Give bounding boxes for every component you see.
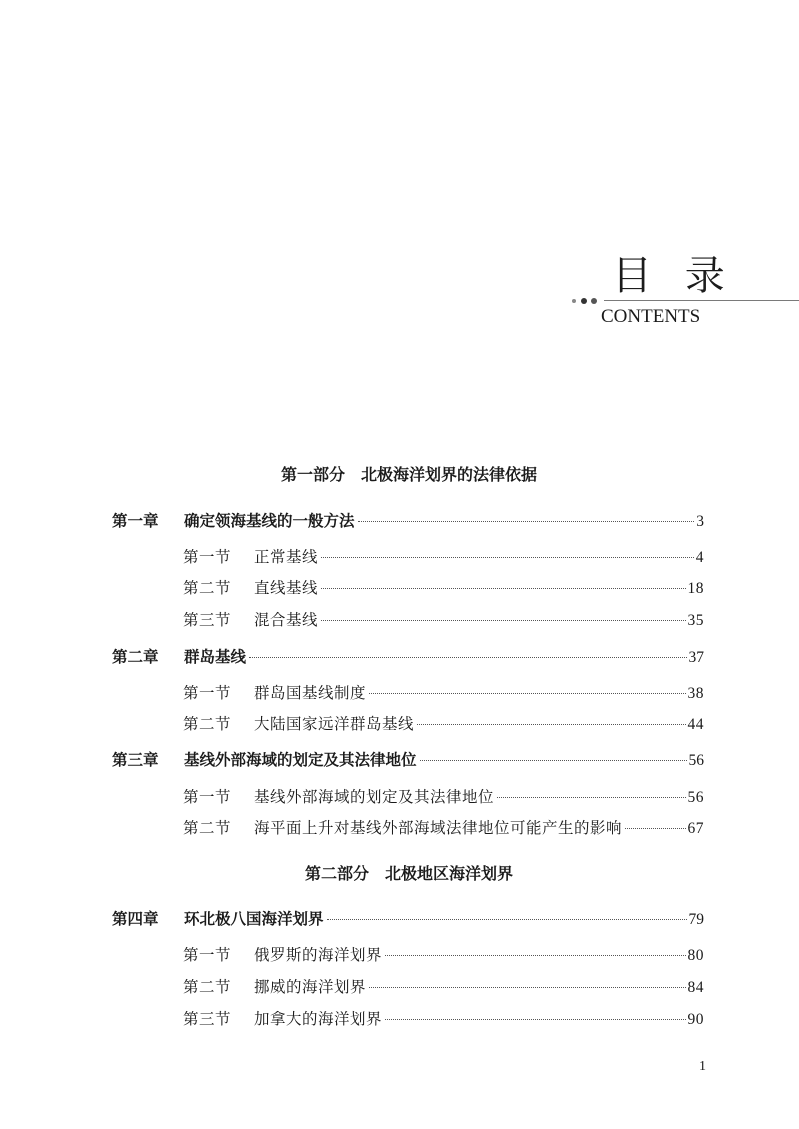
dot-leader — [385, 1019, 685, 1020]
section-label: 第一节 — [183, 548, 232, 566]
dot-leader — [417, 724, 685, 725]
section-title: 俄罗斯的海洋划界 — [254, 946, 383, 964]
dot-leader — [321, 620, 685, 621]
dot-mid — [591, 298, 597, 304]
chapter-page: 37 — [688, 649, 704, 666]
dot-leader — [249, 657, 686, 658]
toc-section[interactable] — [183, 786, 704, 809]
dot-dark — [581, 298, 587, 304]
toc-section[interactable] — [183, 577, 704, 600]
section-page: 67 — [687, 820, 704, 837]
section-label: 第一节 — [183, 946, 232, 964]
dot-leader — [385, 955, 685, 956]
section-page: 56 — [687, 789, 704, 806]
section-title: 基线外部海域的划定及其法律地位 — [254, 788, 495, 806]
toc-section[interactable] — [183, 682, 704, 705]
section-page: 90 — [687, 1011, 704, 1028]
dot-leader — [321, 557, 694, 558]
section-page: 38 — [687, 685, 704, 702]
part-heading — [0, 863, 799, 885]
section-page: 44 — [687, 716, 704, 733]
page-title: 目 录 — [612, 253, 735, 299]
toc-section[interactable] — [183, 609, 704, 632]
toc-chapter[interactable] — [112, 908, 704, 931]
toc-chapter[interactable] — [112, 646, 704, 669]
chapter-title: 确定领海基线的一般方法 — [184, 511, 355, 530]
dot-leader — [369, 987, 685, 988]
section-label: 第二节 — [183, 978, 232, 996]
dot-light — [572, 299, 576, 303]
dot-leader — [369, 693, 685, 694]
decorative-dots — [572, 297, 604, 305]
dot-leader — [321, 588, 685, 589]
section-page: 35 — [687, 612, 704, 629]
toc-section[interactable] — [183, 1008, 704, 1031]
chapter-page: 56 — [688, 752, 704, 769]
section-label: 第一节 — [183, 788, 232, 806]
chapter-title: 基线外部海域的划定及其法律地位 — [184, 750, 417, 769]
toc-section[interactable] — [183, 976, 704, 999]
section-title: 加拿大的海洋划界 — [254, 1010, 383, 1028]
toc-chapter[interactable] — [112, 749, 704, 772]
chapter-title: 环北极八国海洋划界 — [184, 909, 324, 928]
part-number: 第二部分 — [304, 864, 369, 883]
section-title: 混合基线 — [254, 611, 319, 629]
chapter-label: 第三章 — [112, 750, 159, 769]
section-label: 第一节 — [183, 684, 232, 702]
section-page: 80 — [687, 947, 704, 964]
section-label: 第二节 — [183, 819, 232, 837]
dot-leader — [497, 797, 685, 798]
part-heading — [0, 464, 799, 486]
dot-leader — [625, 828, 685, 829]
chapter-page: 79 — [688, 911, 704, 928]
section-label: 第三节 — [183, 1010, 232, 1028]
toc-section[interactable] — [183, 944, 704, 967]
chapter-label: 第二章 — [112, 647, 159, 666]
page-subtitle: CONTENTS — [601, 306, 701, 327]
section-label: 第二节 — [183, 715, 232, 733]
page-number: 1 — [699, 1059, 706, 1074]
dot-leader — [327, 919, 687, 920]
section-label: 第二节 — [183, 579, 232, 597]
part-number: 第一部分 — [280, 465, 345, 484]
chapter-label: 第四章 — [112, 909, 159, 928]
part-title: 北极地区海洋划界 — [385, 864, 514, 883]
toc-section[interactable] — [183, 546, 704, 569]
section-title: 大陆国家远洋群岛基线 — [254, 715, 415, 733]
chapter-title: 群岛基线 — [184, 647, 247, 666]
dot-leader — [358, 521, 695, 522]
section-page: 4 — [695, 549, 704, 566]
chapter-label: 第一章 — [112, 511, 159, 530]
chapter-page: 3 — [696, 513, 704, 530]
section-page: 18 — [687, 580, 704, 597]
section-page: 84 — [687, 979, 704, 996]
dot-leader — [420, 760, 687, 761]
section-title: 挪威的海洋划界 — [254, 978, 367, 996]
part-title: 北极海洋划界的法律依据 — [361, 465, 538, 484]
title-divider — [604, 300, 799, 301]
toc-section[interactable] — [183, 817, 704, 840]
section-title: 直线基线 — [254, 579, 319, 597]
section-title: 群岛国基线制度 — [254, 684, 367, 702]
section-title: 正常基线 — [254, 548, 319, 566]
toc-chapter[interactable] — [112, 510, 704, 533]
section-title: 海平面上升对基线外部海域法律地位可能产生的影响 — [254, 819, 623, 837]
toc-section[interactable] — [183, 713, 704, 736]
section-label: 第三节 — [183, 611, 232, 629]
